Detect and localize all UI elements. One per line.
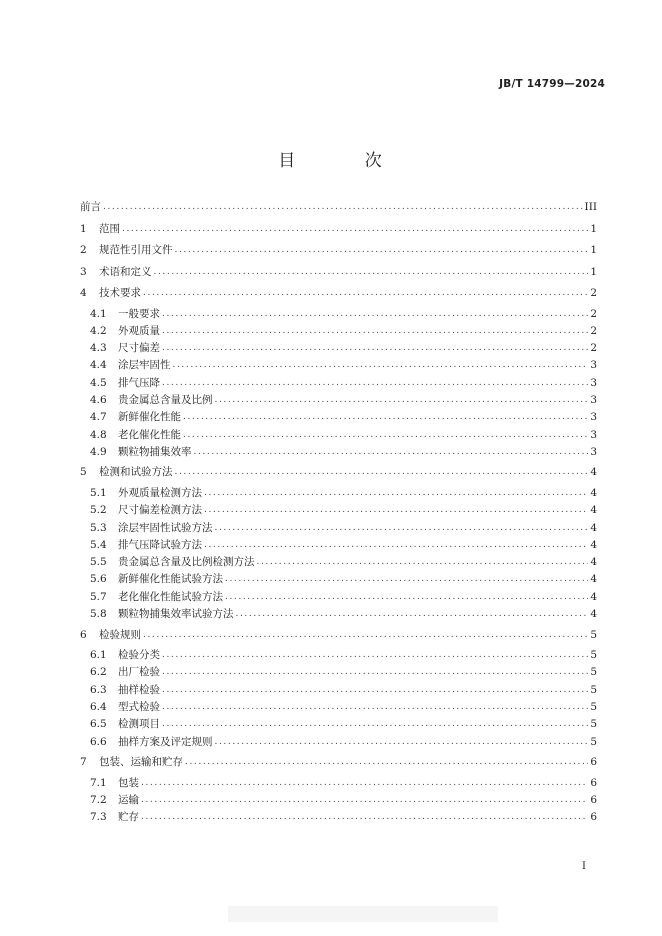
- toc-entry-page: 3: [590, 411, 597, 424]
- toc-entry[interactable]: [80, 682, 597, 699]
- toc-entry-label: 排气压降试验方法: [118, 538, 202, 551]
- toc-leader-dots: [141, 792, 588, 809]
- toc-entry[interactable]: [80, 285, 597, 302]
- toc-entry-label: 出厂检验: [118, 666, 160, 679]
- toc-entry-label: 贵金属总含量及比例: [118, 394, 213, 406]
- toc-entry-page: 5: [590, 649, 597, 661]
- toc-leader-dots: [143, 627, 588, 644]
- toc-entry-label: 外观质量: [118, 324, 160, 337]
- toc-entry[interactable]: [80, 427, 597, 444]
- toc-entry-label: 新鲜催化性能: [118, 411, 181, 424]
- toc-entry-label: 检测和试验方法: [99, 466, 173, 479]
- toc-leader-dots: [162, 699, 588, 716]
- toc-entry-number: 5.3: [90, 521, 107, 534]
- toc-leader-dots: [141, 809, 588, 826]
- toc-entry-number: 7: [80, 756, 87, 768]
- toc-entry-label: 贵金属总含量及比例检测方法: [118, 556, 255, 569]
- toc-entry-page: 1: [590, 222, 597, 235]
- toc-entry[interactable]: [80, 464, 597, 481]
- toc-entry-number: 4.2: [90, 324, 107, 337]
- toc-entry-number: 6.4: [90, 700, 107, 713]
- page-title: 目 次: [278, 151, 414, 171]
- toc-entry[interactable]: [80, 444, 597, 461]
- toc-entry-page: 4: [590, 573, 597, 586]
- toc-entry[interactable]: [80, 792, 597, 809]
- toc-entry-page: 5: [590, 666, 597, 679]
- toc-entry[interactable]: [80, 392, 597, 409]
- toc-entry-number: 6.5: [90, 718, 107, 731]
- toc-entry-label: 颗粒物捕集效率: [118, 445, 192, 458]
- toc-entry[interactable]: [80, 375, 597, 392]
- toc-entry[interactable]: [80, 699, 597, 716]
- toc-leader-dots: [141, 775, 588, 792]
- standard-code: JB/T 14799—2024: [499, 78, 605, 90]
- toc-entry-label: 一般要求: [118, 307, 160, 320]
- toc-entry-page: 4: [590, 556, 597, 569]
- toc-entry-label: 技术要求: [99, 287, 141, 299]
- toc-entry-number: 3: [80, 265, 87, 278]
- toc-entry[interactable]: [80, 716, 597, 733]
- toc-entry-page: 1: [590, 265, 597, 278]
- toc-entry-number: 4.6: [90, 394, 107, 406]
- toc-entry-number: 4.7: [90, 411, 107, 424]
- toc-entry[interactable]: [80, 589, 597, 606]
- toc-entry-number: 4.1: [90, 307, 107, 320]
- toc-entry-number: 5.7: [90, 590, 107, 603]
- toc-leader-dots: [143, 285, 588, 302]
- toc-entry-page: 5: [590, 683, 597, 696]
- toc-entry-page: 1: [590, 244, 597, 256]
- toc-entry-label: 抽样检验: [118, 683, 160, 696]
- toc-entry-number: 1: [80, 222, 87, 235]
- toc-leader-dots: [162, 340, 588, 357]
- toc-entry-label: 涂层牢固性试验方法: [118, 521, 213, 534]
- toc-entry-label: 贮存: [118, 811, 139, 824]
- toc-entry-page: 6: [590, 811, 597, 824]
- toc-leader-dots: [194, 444, 589, 461]
- toc-entry-label: 排气压降: [118, 376, 160, 389]
- toc-leader-dots: [175, 242, 589, 259]
- toc-entry-number: 5.1: [90, 486, 107, 499]
- toc-entry-label: 型式检验: [118, 700, 160, 713]
- toc-leader-dots: [257, 554, 589, 571]
- toc-entry[interactable]: [80, 606, 597, 623]
- toc-leader-dots: [183, 409, 588, 426]
- toc-entry-number: 4: [80, 287, 87, 299]
- toc-entry-number: 6.1: [90, 649, 107, 661]
- toc-entry-page: 6: [590, 776, 597, 789]
- toc-leader-dots: [236, 606, 589, 623]
- toc-entry-number: 6.3: [90, 683, 107, 696]
- toc-leader-dots: [204, 502, 588, 519]
- toc-entry-page: 4: [590, 486, 597, 499]
- toc-leader-dots: [215, 392, 589, 409]
- toc-leader-dots: [215, 734, 589, 751]
- toc-entry-label: 老化催化性能: [118, 428, 181, 441]
- toc-leader-dots: [162, 647, 588, 664]
- toc-entry-label: 运输: [118, 793, 139, 806]
- toc-entry-label: 前言: [80, 201, 101, 213]
- toc-entry-number: 7.2: [90, 793, 107, 806]
- toc-entry-label: 检测项目: [118, 718, 160, 731]
- toc-leader-dots: [183, 427, 588, 444]
- toc-entry[interactable]: [80, 647, 597, 664]
- toc-entry-label: 术语和定义: [99, 265, 152, 278]
- toc-leader-dots: [225, 589, 588, 606]
- toc-entry-page: 4: [590, 608, 597, 620]
- toc-entry-label: 外观质量检测方法: [118, 486, 202, 499]
- toc-entry-page: 6: [590, 793, 597, 806]
- toc-entry-number: 5: [80, 466, 87, 479]
- toc-entry-number: 5.8: [90, 608, 107, 620]
- toc-entry[interactable]: [80, 754, 597, 771]
- toc-entry[interactable]: [80, 627, 597, 644]
- toc-entry-label: 新鲜催化性能试验方法: [118, 573, 223, 586]
- toc-entry-page: 2: [590, 287, 597, 299]
- page-number: I: [582, 861, 586, 872]
- toc-entry[interactable]: [80, 664, 597, 681]
- toc-entry[interactable]: [80, 323, 597, 340]
- toc-leader-dots: [103, 199, 583, 216]
- toc-entry-page: 5: [590, 718, 597, 731]
- toc-entry-page: 4: [590, 521, 597, 534]
- toc-entry-page: 5: [590, 735, 597, 748]
- toc-entry[interactable]: [80, 554, 597, 571]
- toc-entry-page: 3: [590, 376, 597, 389]
- toc-entry-page: 4: [590, 538, 597, 551]
- watermark: [228, 906, 498, 922]
- toc-entry-page: 6: [590, 756, 597, 768]
- toc-entry-page: 4: [590, 504, 597, 517]
- toc-entry[interactable]: [80, 485, 597, 502]
- toc-leader-dots: [204, 537, 588, 554]
- toc-entry[interactable]: [80, 734, 597, 751]
- toc-entry-page: 5: [590, 700, 597, 713]
- toc-entry-label: 包装: [118, 776, 139, 789]
- toc-entry-page: 4: [590, 466, 597, 479]
- toc-entry[interactable]: [80, 242, 597, 259]
- toc-entry-label: 涂层牢固性: [118, 359, 171, 372]
- toc-entry[interactable]: [80, 221, 597, 238]
- toc-entry-page: 2: [590, 342, 597, 355]
- toc-entry-page: 2: [590, 307, 597, 320]
- toc-entry-number: 6: [80, 628, 87, 641]
- toc-entry-page: 3: [590, 359, 597, 372]
- toc-leader-dots: [162, 323, 588, 340]
- toc-entry[interactable]: [80, 340, 597, 357]
- toc-entry-label: 检验规则: [99, 628, 141, 641]
- toc-leader-dots: [162, 664, 588, 681]
- toc-entry-label: 规范性引用文件: [99, 244, 173, 256]
- toc-entry-number: 6.2: [90, 666, 107, 679]
- toc-entry-page: 3: [590, 394, 597, 406]
- toc-entry-number: 4.8: [90, 428, 107, 441]
- toc-leader-dots: [162, 682, 588, 699]
- toc-entry-page: 4: [590, 590, 597, 603]
- toc-leader-dots: [162, 306, 588, 323]
- toc-leader-dots: [215, 520, 589, 537]
- toc-entry-number: 2: [80, 244, 87, 256]
- toc-entry[interactable]: [80, 537, 597, 554]
- toc-entry-label: 检验分类: [118, 649, 160, 661]
- toc-entry-label: 颗粒物捕集效率试验方法: [118, 608, 234, 620]
- toc-entry-number: 4.9: [90, 445, 107, 458]
- toc-entry-label: 老化催化性能试验方法: [118, 590, 223, 603]
- toc-entry[interactable]: [80, 199, 597, 216]
- toc-leader-dots: [175, 464, 589, 481]
- toc-entry[interactable]: [80, 775, 597, 792]
- toc-leader-dots: [162, 716, 588, 733]
- toc-entry[interactable]: [80, 502, 597, 519]
- toc-entry-label: 尺寸偏差: [118, 342, 160, 355]
- toc-entry-number: 4.4: [90, 359, 107, 372]
- toc-entry-page: 5: [590, 628, 597, 641]
- toc-entry-page: 3: [590, 445, 597, 458]
- toc-leader-dots: [204, 485, 588, 502]
- toc-entry[interactable]: [80, 357, 597, 374]
- toc-leader-dots: [154, 264, 589, 281]
- toc-entry-label: 抽样方案及评定规则: [118, 735, 213, 748]
- toc-entry-page: 3: [590, 428, 597, 441]
- toc-entry-page: III: [584, 201, 597, 213]
- toc-entry[interactable]: [80, 520, 597, 537]
- toc-entry-number: 5.4: [90, 538, 107, 551]
- toc-entry[interactable]: [80, 306, 597, 323]
- toc-leader-dots: [162, 375, 588, 392]
- toc-entry[interactable]: [80, 571, 597, 588]
- toc-entry-label: 范围: [99, 222, 120, 235]
- toc-entry-number: 5.6: [90, 573, 107, 586]
- toc-entry-number: 4.3: [90, 342, 107, 355]
- toc-entry-number: 5.2: [90, 504, 107, 517]
- toc-entry-number: 7.1: [90, 776, 107, 789]
- toc-entry[interactable]: [80, 264, 597, 281]
- toc-entry[interactable]: [80, 409, 597, 426]
- toc-leader-dots: [185, 754, 588, 771]
- toc-leader-dots: [225, 571, 588, 588]
- toc-entry-page: 2: [590, 324, 597, 337]
- toc-entry-number: 6.6: [90, 735, 107, 748]
- toc-entry-label: 尺寸偏差检测方法: [118, 504, 202, 517]
- toc-entry-number: 4.5: [90, 376, 107, 389]
- toc-entry-number: 5.5: [90, 556, 107, 569]
- toc-leader-dots: [173, 357, 589, 374]
- toc-entry-label: 包装、运输和贮存: [99, 756, 183, 768]
- toc-leader-dots: [122, 221, 588, 238]
- toc-entry-number: 7.3: [90, 811, 107, 824]
- toc-entry[interactable]: [80, 809, 597, 826]
